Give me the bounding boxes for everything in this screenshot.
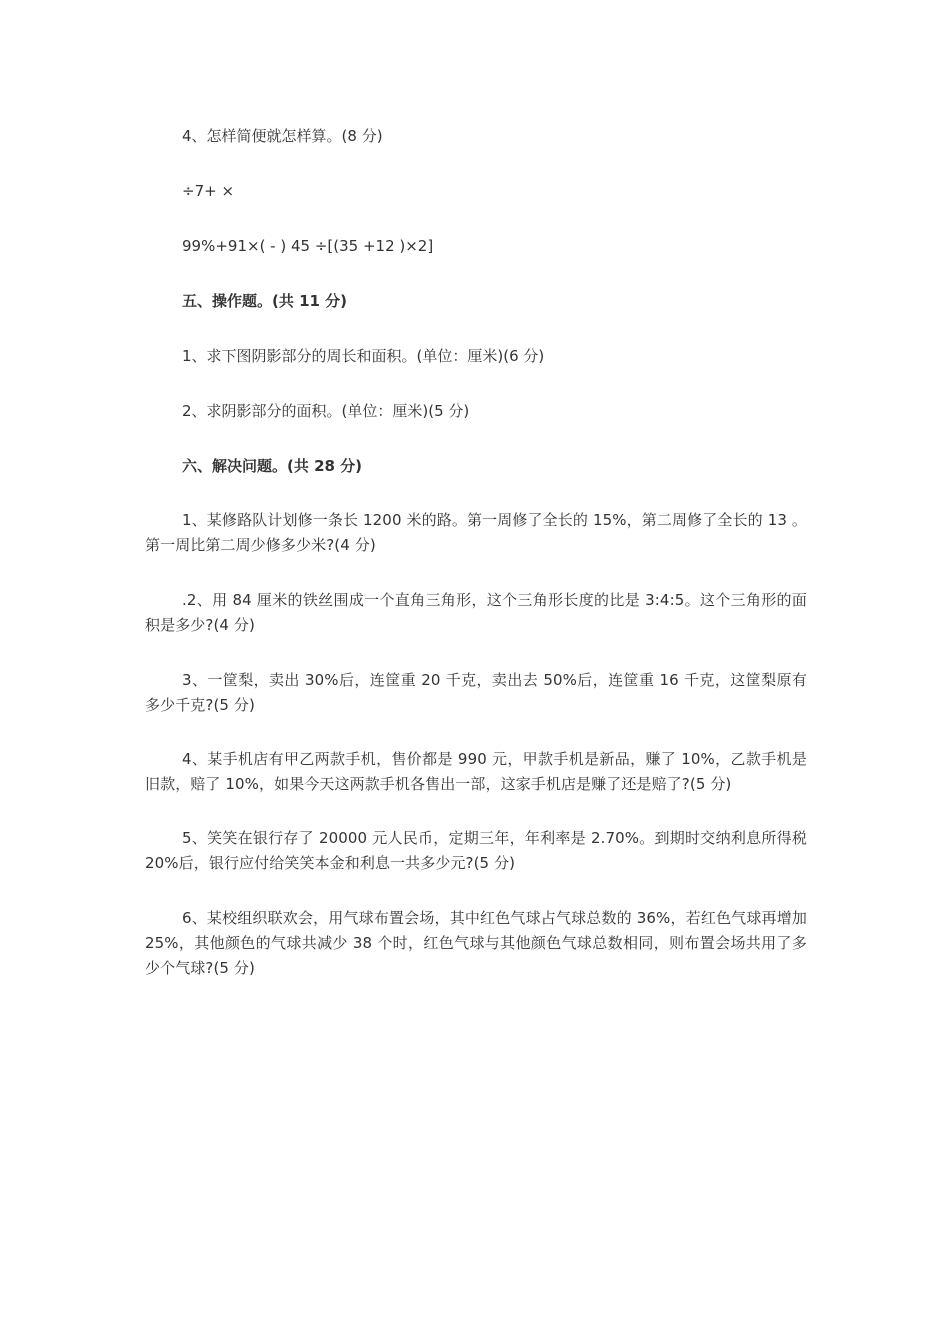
problem-6: 6、某校组织联欢会，用气球布置会场，其中红色气球占气球总数的 36%，若红色气球再增加 25%，其他颜色的气球共减少 38 个时，红色气球与其他颜色气球总数相同，则布置会场共用了多少个气球?(5 分) — [145, 909, 807, 977]
section-5-question-1: 1、求下图阴影部分的周长和面积。(单位：厘米)(6 分) — [182, 347, 545, 365]
question-4-title: 4、怎样简便就怎样算。(8 分) — [182, 127, 383, 145]
section-6-heading: 六、解决问题。(共 28 分) — [182, 457, 363, 475]
question-4-expression-2: 99%+91×( - ) 45 ÷[(35 +12 )×2] — [182, 237, 434, 255]
problem-4: 4、某手机店有甲乙两款手机，售价都是 990 元，甲款手机是新品，赚了 10%，乙款手机是旧款，赔了 10%，如果今天这两款手机各售出一部，这家手机店是赚了还是赔了?(5 分) — [145, 750, 807, 793]
problem-2: .2、用 84 厘米的铁丝围成一个直角三角形，这个三角形长度的比是 3:4:5。这个三角形的面积是多少?(4 分) — [145, 591, 807, 634]
problem-1: 1、某修路队计划修一条长 1200 米的路。第一周修了全长的 15%，第二周修了全长的 13 。第一周比第二周少修多少米?(4 分) — [145, 511, 807, 554]
problem-3: 3、一筐梨，卖出 30%后，连筐重 20 千克，卖出去 50%后，连筐重 16 千克，这筐梨原有多少千克?(5 分) — [145, 671, 807, 714]
section-5-heading: 五、操作题。(共 11 分) — [182, 292, 348, 310]
question-4-expression-1: ÷7+ × — [182, 182, 235, 200]
section-5-question-2: 2、求阴影部分的面积。(单位：厘米)(5 分) — [182, 402, 470, 420]
problem-5: 5、笑笑在银行存了 20000 元人民币，定期三年，年利率是 2.70%。到期时交纳利息所得税 20%后，银行应付给笑笑本金和利息一共多少元?(5 分) — [145, 829, 807, 872]
